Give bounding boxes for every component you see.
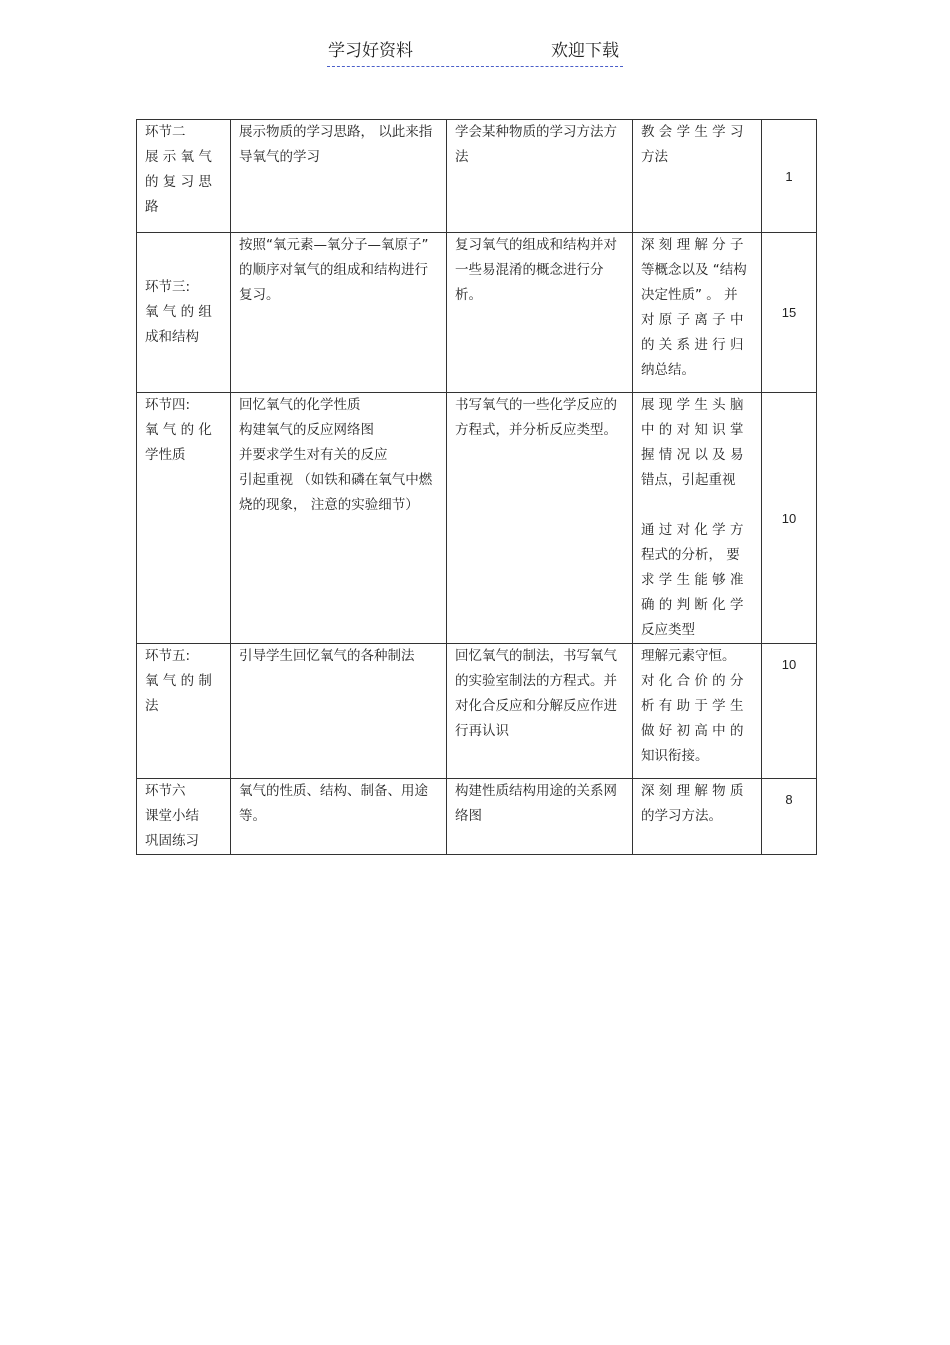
stage-line: 巩固练习 <box>145 833 199 849</box>
table-row <box>137 233 817 393</box>
minutes-cell <box>762 233 817 393</box>
design-intent-text: 深 刻 理 解 分 子 等概念以及 “结构决定性质” 。 并 对 原 子 离 子 中 的 关 系 进 行 归纳总结。 <box>641 237 747 378</box>
stage-line: 氧 气 的 组 <box>145 304 212 320</box>
student-activity-cell <box>447 393 633 644</box>
design-intent-cell <box>633 779 762 855</box>
stage-line: 环节五: <box>145 648 191 664</box>
teacher-activity-cell <box>231 779 447 855</box>
teacher-activity-cell <box>231 393 447 644</box>
stage-cell <box>137 644 231 779</box>
minutes-value: 15 <box>781 305 797 320</box>
stage-line: 成和结构 <box>145 329 199 345</box>
teacher-activity-text: 展示物质的学习思路， 以此来指导氧气的学习 <box>239 124 433 165</box>
student-activity-text: 书写氧气的一些化学反应的方程式，并分析反应类型。 <box>455 397 617 438</box>
page-header <box>327 40 623 67</box>
teacher-activity-line: 并要求学生对有关的反应 <box>239 447 388 463</box>
stage-line: 的 复 习 思 <box>145 174 212 190</box>
design-intent-text: 通 过 对 化 学 方 程式的分析， 要 求 学 生 能 够 准 确 的 判 断 化 学 反应类型 <box>641 522 744 638</box>
minutes-cell <box>762 644 817 779</box>
stage-line: 法 <box>145 698 159 714</box>
table-row <box>137 779 817 855</box>
header-right-text: 欢迎下载 <box>551 41 619 61</box>
stage-line: 环节三: <box>145 279 191 295</box>
design-intent-text: 教 会 学 生 学 习 方法 <box>641 124 744 165</box>
teacher-activity-line: 回忆氧气的化学性质 <box>239 397 361 413</box>
minutes-cell <box>762 393 817 644</box>
stage-line: 学性质 <box>145 447 186 463</box>
minutes-cell <box>762 120 817 233</box>
minutes-value: 1 <box>785 168 793 184</box>
student-activity-cell <box>447 233 633 393</box>
student-activity-text: 学会某种物质的学习方法方法 <box>455 124 617 165</box>
student-activity-text: 复习氧气的组成和结构并对一些易混淆的概念进行分析。 <box>455 237 617 303</box>
design-intent-text: 理解元素守恒。 <box>641 648 736 664</box>
stage-line: 课堂小结 <box>145 808 199 824</box>
paragraph-gap <box>641 493 753 518</box>
design-intent-cell <box>633 393 762 644</box>
design-intent-text: 展 现 学 生 头 脑 中 的 对 知 识 掌 握 情 况 以 及 易 错点，引起重视 <box>641 397 744 488</box>
teacher-activity-text: 引导学生回忆氧气的各种制法 <box>239 648 415 664</box>
teacher-activity-cell <box>231 644 447 779</box>
stage-line: 路 <box>145 199 159 215</box>
teacher-activity-cell <box>231 233 447 393</box>
stage-cell <box>137 393 231 644</box>
teacher-activity-line: 引起重视 （如铁和磷在氧气中燃烧的现象， 注意的实验细节） <box>239 472 433 513</box>
stage-cell <box>137 233 231 393</box>
table-row <box>137 644 817 779</box>
design-intent-text: 对 化 合 价 的 分 析 有 助 于 学 生 做 好 初 高 中 的 知识衔接。 <box>641 673 744 764</box>
minutes-value: 10 <box>781 510 797 526</box>
header-left-text: 学习好资料 <box>328 41 413 61</box>
design-intent-cell <box>633 233 762 393</box>
teacher-activity-text: 按照“氧元素—氧分子—氧原子” 的顺序对氧气的组成和结构进行复习。 <box>239 237 429 303</box>
teacher-activity-cell <box>231 120 447 233</box>
student-activity-cell <box>447 120 633 233</box>
stage-line: 环节六 <box>145 783 186 799</box>
minutes-value: 10 <box>781 657 797 672</box>
stage-line: 氧 气 的 制 <box>145 673 212 689</box>
stage-line: 展 示 氧 气 <box>145 149 212 165</box>
design-intent-cell <box>633 120 762 233</box>
student-activity-text: 构建性质结构用途的关系网络图 <box>455 783 617 824</box>
stage-cell <box>137 120 231 233</box>
table-row <box>137 393 817 644</box>
stage-line: 环节四: <box>145 397 191 413</box>
design-intent-cell <box>633 644 762 779</box>
table-row <box>137 120 817 233</box>
design-intent-text: 深 刻 理 解 物 质 的学习方法。 <box>641 783 744 824</box>
stage-line: 氧 气 的 化 <box>145 422 212 438</box>
minutes-value: 8 <box>785 792 793 807</box>
stage-cell <box>137 779 231 855</box>
lesson-plan-table <box>136 119 817 855</box>
teacher-activity-line: 构建氧气的反应网络图 <box>239 422 374 438</box>
stage-line: 环节二 <box>145 124 186 140</box>
student-activity-cell <box>447 779 633 855</box>
minutes-cell <box>762 779 817 855</box>
student-activity-text: 回忆氧气的制法，书写氧气的实验室制法的方程式。并对化合反应和分解反应作进行再认识 <box>455 648 617 739</box>
student-activity-cell <box>447 644 633 779</box>
teacher-activity-text: 氧气的性质、结构、制备、用途等。 <box>239 783 428 824</box>
